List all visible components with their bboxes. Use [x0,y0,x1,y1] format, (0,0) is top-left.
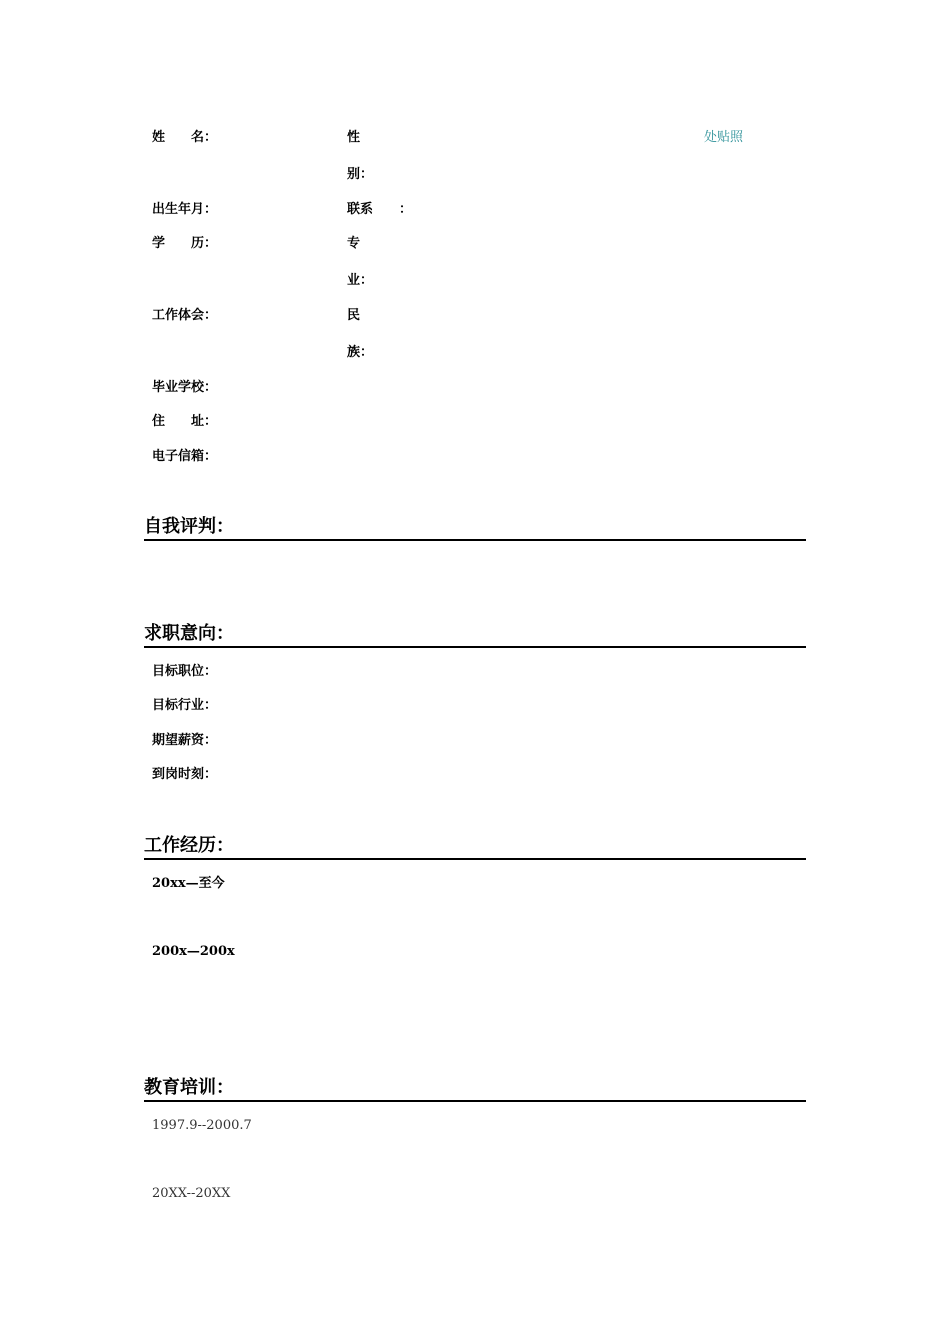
name-label: 姓 名： [152,130,218,145]
section-title: 自我评判： [144,516,234,537]
address-label: 住 址： [152,414,218,429]
expected-salary-label: 期望薪资： [152,733,218,748]
ethnicity-label-line1: 民 [347,308,361,323]
job-intention-header [144,622,806,648]
education-period: 1997.9--2000.7 [152,1118,252,1133]
target-industry-label: 目标行业： [152,698,218,713]
birth-label: 出生年月： [152,202,218,217]
ethnicity-label-line2: 族： [347,345,374,360]
self-evaluation-header [144,515,806,541]
section-title: 求职意向： [144,623,234,644]
target-position-label: 目标职位： [152,664,218,679]
section-title: 工作经历： [144,835,234,856]
education-label: 学 历： [152,236,218,251]
photo-placeholder: 处贴照 [704,130,744,145]
gender-label-line1: 性 [347,130,361,145]
major-label-line1: 专 [347,236,361,251]
education-period: 20XX--20XX [152,1186,231,1201]
experience-label: 工作体会： [152,308,218,323]
work-period: 200x—200x [152,944,235,959]
major-label-line2: 业： [347,273,374,288]
arrival-time-label: 到岗时刻： [152,767,218,782]
school-label: 毕业学校： [152,380,218,395]
work-period: 20xx—至今 [152,876,225,891]
gender-label-line2: 别： [347,167,374,182]
work-experience-header [144,834,806,860]
email-label: 电子信箱： [152,449,218,464]
education-header [144,1076,806,1102]
contact-label: 联系 ： [347,202,413,217]
section-title: 教育培训： [144,1077,234,1098]
